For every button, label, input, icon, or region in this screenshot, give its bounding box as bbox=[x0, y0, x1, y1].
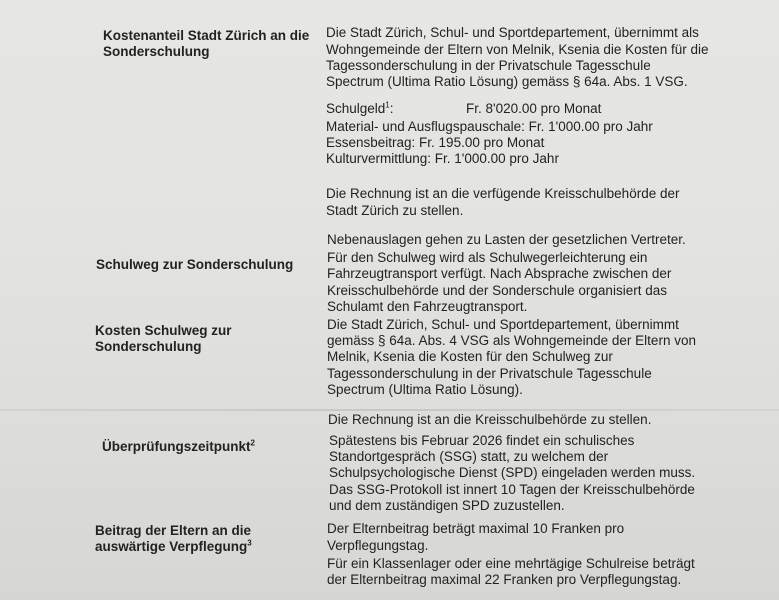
ueberpruefung-text-line-4: Das SSG-Protokoll ist innert 10 Tagen der Kreisschulbehörde bbox=[329, 482, 695, 497]
schulweg-text-line-1: Für den Schulweg wird als Schulwegerleichterung ein bbox=[327, 250, 648, 265]
verpflegung-text-line-4: der Elternbeitrag maximal 22 Franken pro Verpflegungstag. bbox=[327, 572, 682, 587]
kosten-schulweg-invoice-line: Die Rechnung ist an die Kreisschulbehörde zu stellen. bbox=[328, 412, 652, 427]
cost-line-essen: Essensbeitrag: Fr. 195.00 pro Monat bbox=[326, 135, 545, 150]
schulgeld-label bbox=[326, 101, 394, 118]
label-ueberpruefungszeitpunkt-text: Überprüfungszeitpunkt bbox=[102, 439, 251, 454]
kosten-schulweg-text-line-1: Die Stadt Zürich, Schul- und Sportdepartement, übernimmt bbox=[327, 317, 679, 332]
verpflegung-text-line-3: Für ein Klassenlager oder eine mehrtägige Schulreise beträgt bbox=[327, 556, 695, 571]
ueberpruefung-text-line-2: Standortgespräch (SSG) statt, zu welchem der bbox=[329, 449, 609, 464]
verpflegung-text-line-1: Der Elternbeitrag beträgt maximal 10 Franken pro bbox=[327, 521, 625, 536]
schulgeld-label-text: Schulgeld bbox=[326, 101, 386, 116]
verpflegung-footnote-marker: 3 bbox=[247, 538, 252, 548]
kostenanteil-text-line-1: Die Stadt Zürich, Schul- und Sportdepartement, übernimmt als bbox=[326, 25, 699, 40]
ueberpruefung-text-line-1: Spätestens bis Februar 2026 findet ein schulisches bbox=[329, 433, 635, 448]
label-verpflegung-line-1: Beitrag der Eltern an die bbox=[95, 523, 252, 538]
nebenauslagen-line: Nebenauslagen gehen zu Lasten der gesetzlichen Vertreter. bbox=[327, 232, 686, 247]
label-kosten-schulweg-line-2: Sonderschulung bbox=[95, 339, 202, 354]
schulgeld-footnote-marker: 1 bbox=[385, 100, 390, 110]
schulweg-text-line-3: Kreisschulbehörde und der Sonderschule organisiert das bbox=[327, 283, 667, 298]
label-kosten-schulweg-line-1: Kosten Schulweg zur bbox=[95, 323, 232, 338]
label-kostenanteil-line-2: Sonderschulung bbox=[103, 44, 210, 59]
kostenanteil-text-line-2: Wohngemeinde der Eltern von Melnik, Ksenia die Kosten für die bbox=[326, 42, 709, 57]
schulgeld-colon: : bbox=[389, 101, 394, 116]
ueberpruefung-text-line-5: und dem zuständigen SPD zuzustellen. bbox=[329, 498, 565, 513]
schulgeld-value: Fr. 8'020.00 pro Monat bbox=[466, 101, 602, 116]
kosten-schulweg-text-line-2: gemäss § 64a. Abs. 4 VSG als Wohngemeinde der Eltern von bbox=[327, 333, 696, 348]
verpflegung-text-line-2: Verpflegungstag. bbox=[327, 538, 429, 553]
label-verpflegung-line-2 bbox=[95, 538, 252, 555]
kostenanteil-invoice-line-2: Stadt Zürich zu stellen. bbox=[326, 203, 464, 218]
kosten-schulweg-text-line-3: Melnik, Ksenia die Kosten für den Schulweg zur bbox=[327, 349, 613, 364]
label-schulweg: Schulweg zur Sonderschulung bbox=[96, 257, 294, 272]
paper-fold bbox=[0, 409, 779, 411]
kostenanteil-text-line-3: Tagessonderschulung in der Privatschule Tagesschule bbox=[326, 58, 651, 73]
kosten-schulweg-text-line-4: Tagessonderschulung in der Privatschule Tagesschule bbox=[327, 366, 652, 381]
label-verpflegung-line-2-text: auswärtige Verpflegung bbox=[95, 539, 248, 554]
kosten-schulweg-text-line-5: Spectrum (Ultima Ratio Lösung). bbox=[327, 382, 523, 397]
label-kostenanteil-line-1: Kostenanteil Stadt Zürich an die bbox=[103, 28, 310, 43]
kostenanteil-text-line-4: Spectrum (Ultima Ratio Lösung) gemäss § 64a. Abs. 1 VSG. bbox=[326, 74, 688, 89]
cost-line-kultur: Kulturvermittlung: Fr. 1'000.00 pro Jahr bbox=[326, 151, 559, 166]
label-ueberpruefungszeitpunkt bbox=[102, 438, 255, 455]
cost-line-material: Material- und Ausflugspauschale: Fr. 1'000.00 pro Jahr bbox=[326, 119, 653, 134]
ueberpruefung-footnote-marker: 2 bbox=[250, 438, 255, 448]
ueberpruefung-text-line-3: Schulpsychologische Dienst (SPD) eingeladen werden muss. bbox=[329, 465, 696, 480]
schulweg-text-line-2: Fahrzeugtransport verfügt. Nach Absprache zwischen der bbox=[327, 266, 672, 281]
kostenanteil-invoice-line-1: Die Rechnung ist an die verfügende Kreisschulbehörde der bbox=[326, 186, 680, 201]
schulweg-text-line-4: Schulamt den Fahrzeugtransport. bbox=[327, 299, 528, 314]
